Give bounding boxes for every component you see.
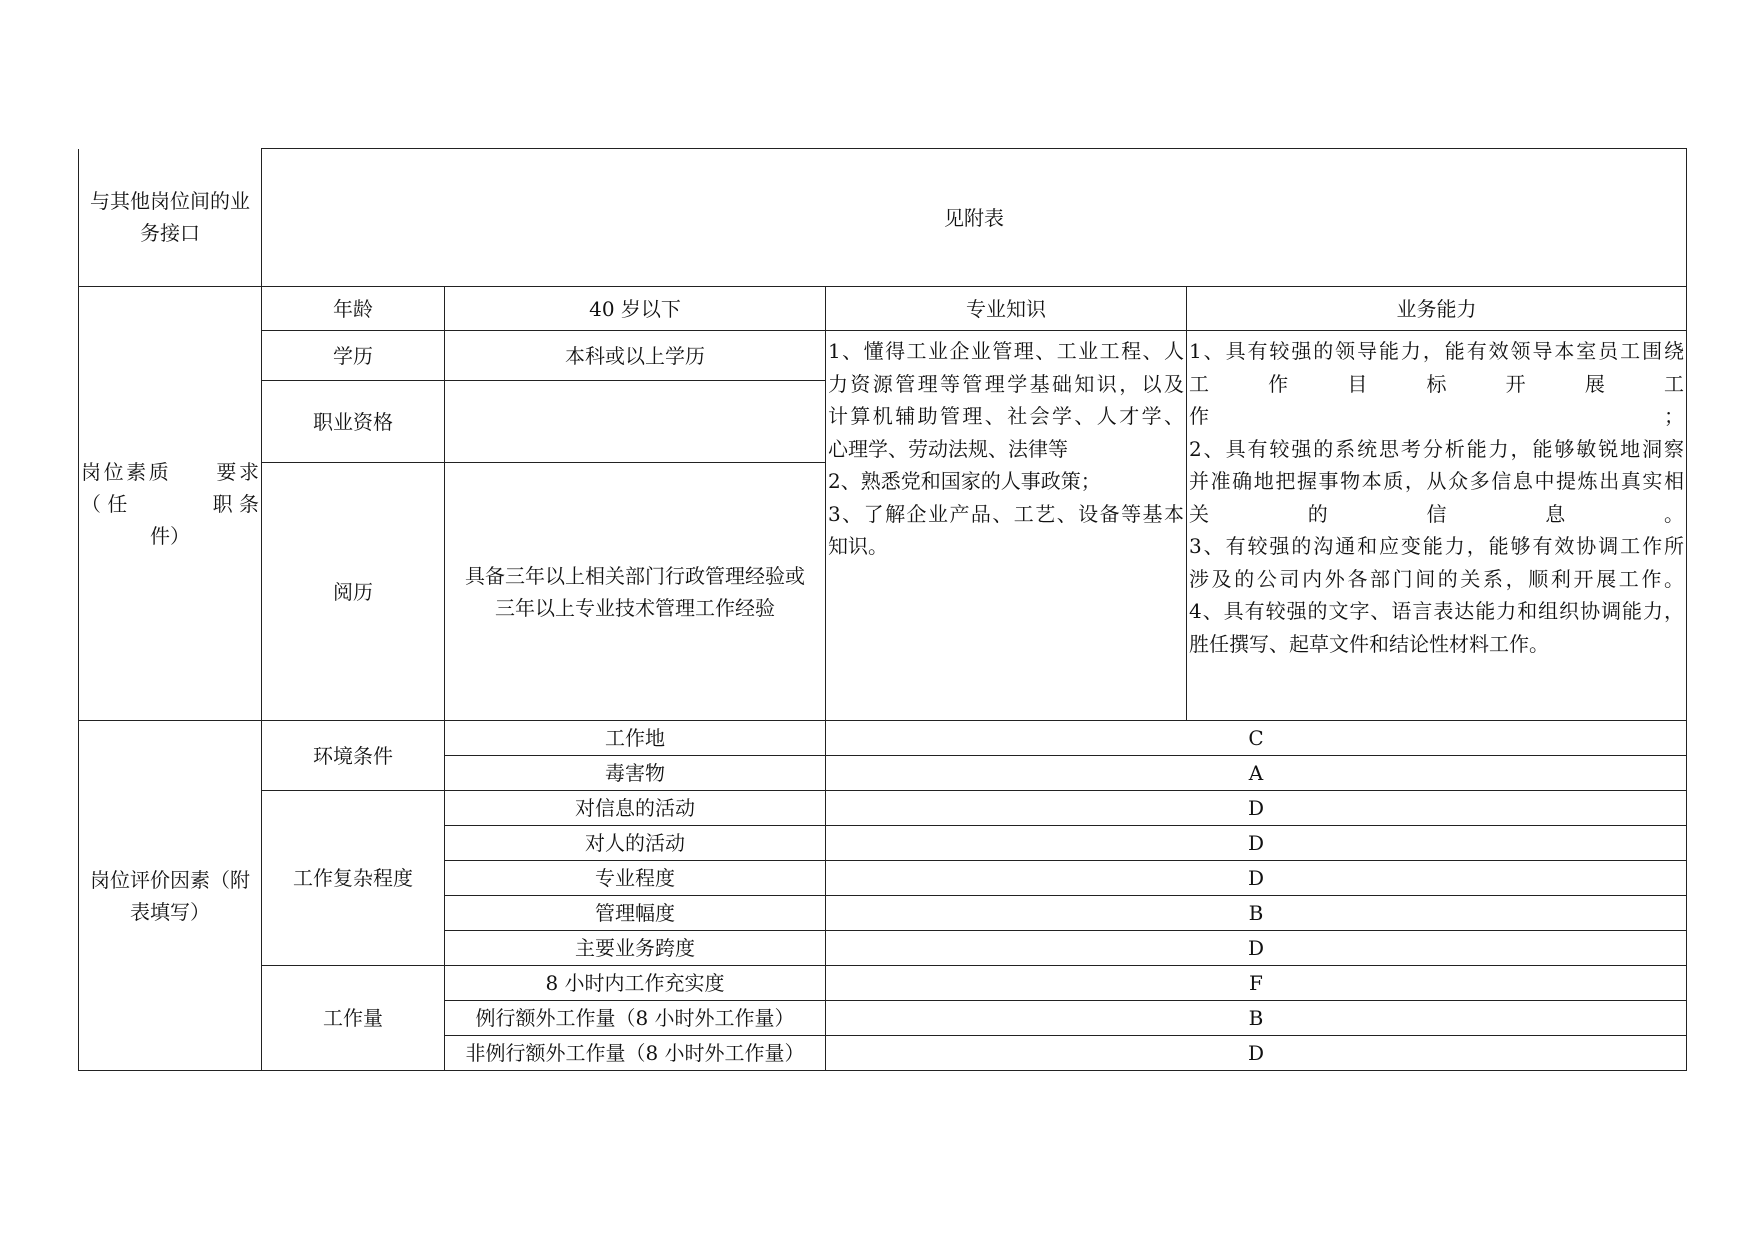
experience-line: 具备三年以上相关部门行政管理经验或 (465, 563, 805, 588)
group-name: 工作量 (262, 966, 445, 1071)
interface-label-cell (79, 149, 262, 287)
eval-row (79, 791, 1687, 826)
interface-label-line: 与其他岗位间的业 (90, 189, 250, 214)
knowledge-line: 1、懂得工业企业管理、工业工程、人 (828, 339, 1184, 363)
ability-line: 涉及的公司内外各部门间的关系，顺利开展工作。 (1189, 566, 1684, 591)
group-name: 环境条件 (262, 721, 445, 791)
knowledge-line: 力资源管理等管理学基础知识，以及 (828, 371, 1184, 396)
interface-label-line: 务接口 (140, 221, 200, 246)
factor-name: 专业程度 (445, 861, 826, 896)
ability-line: 胜任撰写、起草文件和结论性材料工作。 (1189, 631, 1549, 656)
factor-grade: D (826, 791, 1687, 826)
ability-line: 4、具有较强的文字、语言表达能力和组织协调能力， (1189, 599, 1684, 623)
factor-grade: D (826, 861, 1687, 896)
factor-name: 非例行额外工作量（8 小时外工作量） (445, 1036, 826, 1071)
knowledge-line: 计算机辅助管理、社会学、人才学、 (828, 404, 1184, 428)
ability-line: 关 的 信 息 。 (1189, 501, 1684, 526)
age-value: 40 岁以下 (445, 287, 826, 331)
knowledge-line: 2、熟悉党和国家的人事政策； (828, 469, 1101, 493)
evaluation-label-line: 表填写） (130, 899, 210, 924)
knowledge-line: 心理学、劳动法规、法律等 (828, 436, 1068, 461)
factor-name: 例行额外工作量（8 小时外工作量） (445, 1001, 826, 1036)
qualification-label-line: （任 职条 (81, 491, 259, 516)
interface-row (79, 149, 1687, 287)
qualification-label-line: 岗位素质 要求 (81, 459, 259, 484)
factor-grade: D (826, 1036, 1687, 1071)
education-value: 本科或以上学历 (445, 331, 826, 381)
age-label: 年龄 (262, 287, 445, 331)
factor-grade: B (826, 1001, 1687, 1036)
experience-value (445, 463, 826, 721)
factor-grade: A (826, 756, 1687, 791)
factor-grade: F (826, 966, 1687, 1001)
qualification-label-line: 件） (150, 523, 190, 548)
factor-name: 对信息的活动 (445, 791, 826, 826)
ability-line: 工 作 目 标 开 展 工 作 ； (1189, 371, 1724, 428)
knowledge-line: 3、了解企业产品、工艺、设备等基本 (828, 501, 1184, 526)
factor-name: 对人的活动 (445, 826, 826, 861)
job-description-table (78, 148, 1724, 1071)
education-row (79, 331, 1687, 381)
age-row (79, 287, 1687, 331)
ability-header: 业务能力 (1187, 287, 1687, 331)
factor-grade: B (826, 896, 1687, 931)
factor-name: 主要业务跨度 (445, 931, 826, 966)
interface-value: 见附表 (262, 149, 1687, 287)
factor-name: 管理幅度 (445, 896, 826, 931)
factor-grade: D (826, 931, 1687, 966)
evaluation-label-cell (79, 721, 262, 1071)
knowledge-header: 专业知识 (826, 287, 1187, 331)
ability-line: 1、具有较强的领导能力，能有效领导本室员工围绕 (1189, 339, 1684, 363)
education-label: 学历 (262, 331, 445, 381)
cert-label: 职业资格 (262, 381, 445, 463)
factor-name: 8 小时内工作充实度 (445, 966, 826, 1001)
eval-row (79, 721, 1687, 756)
factor-name: 毒害物 (445, 756, 826, 791)
experience-line: 三年以上专业技术管理工作经验 (495, 595, 775, 620)
ability-content (1187, 331, 1724, 721)
factor-name: 工作地 (445, 721, 826, 756)
knowledge-content (826, 331, 1187, 721)
cert-value (445, 381, 826, 463)
ability-line: 并准确地把握事物本质，从众多信息中提炼出真实相 (1189, 469, 1684, 493)
group-name: 工作复杂程度 (262, 791, 445, 966)
evaluation-label-line: 岗位评价因素（附 (90, 867, 250, 892)
factor-grade: C (826, 721, 1687, 756)
factor-grade: D (826, 826, 1687, 861)
experience-label: 阅历 (262, 463, 445, 721)
qualification-label-cell (79, 287, 262, 721)
eval-row (79, 966, 1687, 1001)
ability-line: 3、有较强的沟通和应变能力，能够有效协调工作所 (1189, 534, 1684, 558)
ability-line: 2、具有较强的系统思考分析能力，能够敏锐地洞察 (1189, 436, 1684, 461)
knowledge-line: 知识。 (828, 534, 888, 558)
